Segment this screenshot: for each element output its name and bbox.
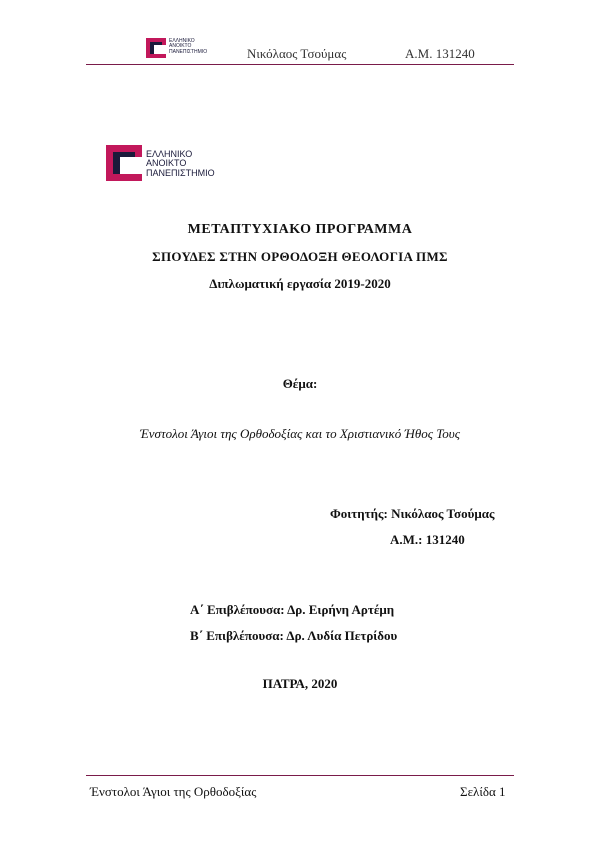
footer-divider [86,775,514,776]
subject-text: Ένστολοι Άγιοι της Ορθοδοξίας και το Χριστιανικό Ήθος Τους [139,426,461,441]
header-author: Νικόλαος Τσούμας [247,46,347,61]
university-logo-icon [106,145,142,181]
header-logo-line: ΑΝΟΙΚΤΟ [169,43,192,50]
main-logo-line: ΑΝΟΙΚΤΟ [146,158,187,169]
footer-title: Ένστολοι Άγιοι της Ορθοδοξίας [90,784,257,799]
main-logo-line: ΠΑΝΕΠΙΣΤΗΜΙΟ [146,167,215,178]
student-registration-number: Α.Μ.: 131240 [390,532,465,547]
thesis-year: Διπλωματική εργασία 2019-2020 [209,276,391,291]
student-name: Φοιτητής: Νικόλαος Τσούμας [330,506,495,521]
header-divider [86,64,514,65]
header-registration-number: Α.Μ. 131240 [405,46,475,61]
second-supervisor: Β΄ Επιβλέπουσα: Δρ. Λυδία Πετρίδου [190,628,398,643]
page-number: Σελίδα 1 [460,784,506,799]
first-supervisor: Α΄ Επιβλέπουσα: Δρ. Ειρήνη Αρτέμη [190,602,395,617]
main-logo [106,145,246,181]
program-subtitle: ΣΠΟΥΔΕΣ ΣΤΗΝ ΟΡΘΟΔΟΞΗ ΘΕΟΛΟΓΙΑ ΠΜΣ [152,249,448,264]
header-logo [146,38,208,58]
place-date: ΠΑΤΡΑ, 2020 [262,676,338,691]
main-logo-line: ΕΛΛΗΝΙΚΟ [146,149,193,159]
header-logo-line: ΠΑΝΕΠΙΣΤΗΜΙΟ [169,48,208,55]
subject-label: Θέμα: [282,376,318,391]
program-title: ΜΕΤΑΠΤΥΧΙΑΚΟ ΠΡΟΓΡΑΜΜΑ [187,222,413,237]
header-logo-line: ΕΛΛΗΝΙΚΟ [169,38,195,44]
